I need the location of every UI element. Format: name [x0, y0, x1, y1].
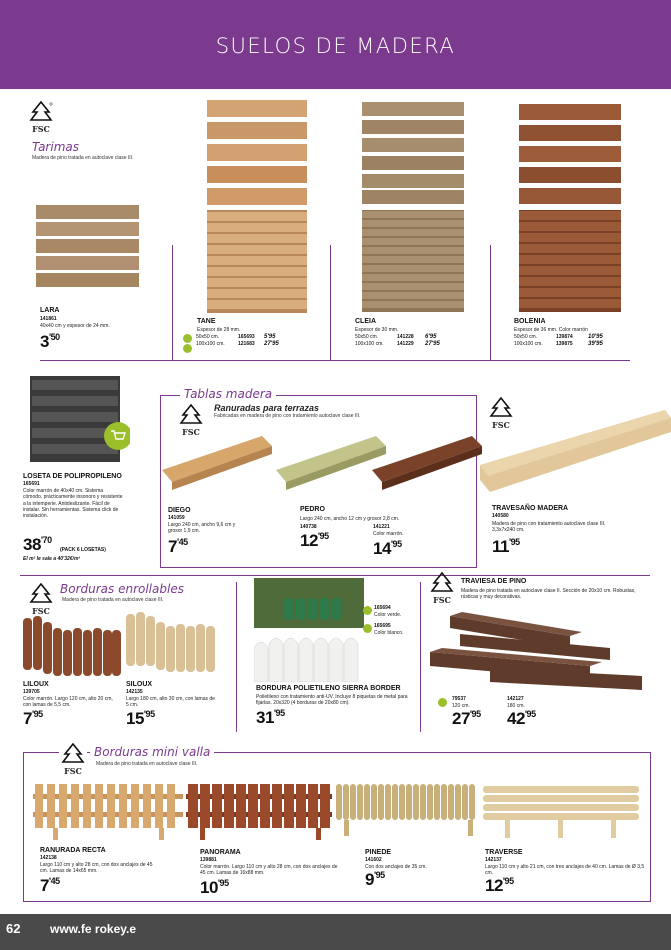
- loseta-pack: (PACK 6 LOSETAS): [60, 547, 106, 553]
- diego-ref: 141059: [168, 515, 185, 521]
- fsc-tree-icon: [27, 100, 55, 124]
- section-title-borduras: Borduras enrollables: [60, 582, 184, 596]
- travesano-ref: 140580: [492, 513, 509, 519]
- tablas-subtitle: Ranuradas para terrazas: [214, 403, 320, 413]
- tane-desc: Espesor de 28 mm.: [197, 327, 241, 333]
- fsc-tree-icon: [27, 582, 55, 606]
- traviesa-len2: 180 cm.: [507, 703, 525, 709]
- ranurada-desc: Largo 110 cm y alto 28 cm, con dos anclajes de 45 cm. Lamas de 14x65 mm.: [40, 862, 153, 875]
- leaf-icon: [183, 344, 192, 353]
- loseta-note: El m² le sale a 40'32€/m²: [23, 556, 81, 562]
- tane-small-image: [207, 100, 307, 205]
- fsc-label: FSC: [64, 766, 82, 776]
- panorama-desc: Color marrón. Largo 110 cm y alto 28 cm, con dos anclajes de 45 cm. Lamas de 16x88 mm.: [200, 864, 338, 877]
- traviesa-image: [430, 608, 642, 698]
- panorama-ref: 139881: [200, 857, 217, 863]
- siloux-price: $15^{'95}$: [126, 709, 155, 728]
- bordura-poli-color2: Color blanco.: [374, 630, 404, 636]
- tane-price-table: 50x50 cm. 165693 5'95 100x100 cm. 121683 27'95: [196, 334, 279, 347]
- siloux-name: SILOUX: [126, 681, 153, 688]
- bordura-poli-ref2: 165695: [374, 623, 391, 629]
- cleia-desc: Espesor de 30 mm.: [355, 327, 399, 333]
- siloux-image: [126, 612, 218, 677]
- pinede-price: $9^{'95}$: [365, 870, 385, 889]
- lara-image: [36, 205, 139, 289]
- bordura-poli-ref1: 165694: [374, 605, 391, 611]
- pedro-ref1: 140738: [300, 524, 317, 530]
- diego-price: $7^{'45}$: [168, 537, 188, 556]
- fsc-label: FSC: [433, 595, 451, 605]
- pinede-name: PINEDE: [365, 849, 392, 856]
- section-title-tarimas: Tarimas: [32, 140, 79, 154]
- panorama-price: $10^{'95}$: [200, 878, 229, 897]
- lara-name: LARA: [40, 307, 60, 314]
- footer-url-link[interactable]: www.fe rokey.e: [50, 922, 137, 936]
- bordura-poli-price: $31^{'95}$: [256, 708, 285, 727]
- loseta-price: $38^{'70}$: [23, 535, 52, 554]
- ranurada-ref: 142138: [40, 855, 57, 861]
- cleia-price-table: 50x50 cm. 141228 6'95 100x100 cm. 141229 27'95: [355, 334, 440, 347]
- traverse-ref: 142137: [485, 857, 502, 863]
- pedro-price1: $12^{'95}$: [300, 531, 329, 550]
- siloux-desc: Largo 180 cm, alto 30 cm, con lamas de 5 cm.: [126, 696, 215, 709]
- diego-desc: Largo 240 cm, ancho 9,6 cm y grosor 1,9 cm.: [168, 522, 236, 535]
- liloux-image: [23, 612, 121, 677]
- diego-name: DIEGO: [168, 507, 191, 514]
- tane-large-image: [207, 210, 307, 313]
- ranurada-image: [33, 780, 183, 840]
- section-subtitle-borduras: Madera de pino tratada en autoclave clase III.: [62, 597, 164, 603]
- loseta-name: LOSETA DE POLIPROPILENO: [23, 473, 122, 480]
- fsc-tree-icon: [59, 742, 87, 766]
- loseta-image: [30, 376, 130, 462]
- bordura-poli-desc: Polietileno con tratamiento anti-UV. Incluye 8 piquetas de metal para fijarlas. 20x320 (4 borduras de 20x80 cm).: [256, 694, 408, 707]
- pinede-ref: 141602: [365, 857, 382, 863]
- traviesa-ref2: 142127: [507, 696, 524, 702]
- bolenia-desc: Espesor de 36 mm. Color marrón: [514, 327, 588, 333]
- loseta-desc: Color marrón de 40x40 cm. Sistema cómodo, prácticamente insonoro y resistente a la intemperie. Antideslizante. Fácil de instalar. Sin herramientas. Sistema click de instalación.: [23, 488, 123, 520]
- siloux-ref: 142135: [126, 689, 143, 695]
- leaf-icon: [183, 334, 192, 343]
- traviesa-ref1: 79537: [452, 696, 466, 702]
- traverse-desc: Largo 110 cm y alto 21 cm, con tres anclajes de 40 cm. Lamas de Ø 3,5 cm.: [485, 864, 645, 877]
- liloux-desc: Color marrón. Largo 120 cm, alto 20 cm, con lamas de 5,5 cm.: [23, 696, 113, 709]
- travesano-desc: Madera de pino con tratamiento autoclave clase III. 3,3x7x240 cm.: [492, 521, 606, 534]
- section-title-tablas: Tablas madera: [180, 387, 276, 401]
- leaf-icon: [363, 606, 372, 615]
- panorama-image: [186, 780, 332, 840]
- pedro-desc: Largo 240 cm, ancho 12 cm y grosor 2,8 cm.: [300, 516, 400, 522]
- traviesa-price1: $27^{'95}$: [452, 709, 481, 728]
- panorama-name: PANORAMA: [200, 849, 241, 856]
- bolenia-name: BOLENIA: [514, 318, 546, 325]
- leaf-icon: [363, 624, 372, 633]
- liloux-ref: 139705: [23, 689, 40, 695]
- diego-image: [162, 432, 274, 502]
- cleia-small-image: [362, 102, 464, 204]
- bordura-poli-name: BORDURA POLIETILENO SIERRA BORDER: [256, 685, 401, 692]
- traviesa-len1: 120 cm.: [452, 703, 470, 709]
- page-title: SUELOS DE MADERA: [215, 34, 456, 58]
- traviesa-desc: Madera de pino tratada en autoclave clase II. Sección de 20x10 cm. Robustas, rústicas y muy decorativas.: [461, 588, 636, 601]
- traviesa-name: TRAVIESA DE PINO: [461, 578, 527, 585]
- loseta-ref: 165691: [23, 481, 40, 487]
- bolenia-large-image: [519, 210, 621, 312]
- traviesa-price2: $42^{'95}$: [507, 709, 536, 728]
- cleia-name: CLEIA: [355, 318, 376, 325]
- bordura-poli-color1: Color verde.: [374, 612, 402, 618]
- bolenia-small-image: [519, 104, 621, 204]
- liloux-price: $7^{'95}$: [23, 709, 43, 728]
- bolenia-price-table: 50x50 cm. 139874 10'95 100x100 cm. 139875 39'95: [514, 334, 603, 347]
- pinede-image: [336, 780, 480, 840]
- fsc-label: FSC: [32, 606, 50, 616]
- ranurada-price: $7^{'45}$: [40, 876, 60, 895]
- page-number: 62: [6, 921, 21, 936]
- fsc-label: FSC: [492, 420, 510, 430]
- traverse-name: TRAVERSE: [485, 849, 523, 856]
- fsc-logo: [27, 100, 55, 138]
- pinede-desc: Con dos anclajes de 35 cm.: [365, 864, 427, 870]
- pedro-price2: $14^{'95}$: [373, 539, 402, 558]
- section-subtitle-tarimas: Madera de pino tratada en autoclave clase III.: [32, 155, 134, 161]
- section-title-minivalla: Borduras mini valla: [90, 745, 214, 759]
- lara-price: $3^{'50}$: [40, 332, 60, 351]
- pedro-color2: Color marrón.: [373, 531, 404, 537]
- traverse-price: $12^{'95}$: [485, 876, 514, 895]
- cleia-large-image: [362, 210, 464, 312]
- fsc-tree-icon: [428, 571, 456, 595]
- pedro-ref2: 141221: [373, 524, 390, 530]
- liloux-name: LILOUX: [23, 681, 49, 688]
- travesano-price: $11^{'95}$: [492, 537, 520, 556]
- ranurada-name: RANURADA RECTA: [40, 847, 106, 854]
- travesano-image: [480, 410, 671, 500]
- tablas-subtitle2: Fabricadas en madera de pino con tratamiento autoclave clase III.: [214, 413, 361, 419]
- section-subtitle-minivalla: Madera de pino tratada en autoclave clase III.: [96, 761, 198, 767]
- traverse-image: [483, 780, 639, 840]
- fsc-label: FSC: [32, 124, 50, 134]
- pedro-brown-image: [372, 432, 484, 502]
- fsc-tree-icon: [177, 403, 205, 427]
- leaf-icon: [438, 698, 447, 707]
- lara-desc: 40x40 cm y espesor de 24 mm.: [40, 323, 110, 329]
- fsc-logo: [428, 571, 456, 609]
- fsc-label: FSC: [182, 427, 200, 437]
- tane-name: TANE: [197, 318, 216, 325]
- lara-ref: 141861: [40, 316, 57, 322]
- pedro-name: PEDRO: [300, 506, 325, 513]
- fsc-logo: [59, 742, 87, 780]
- bordura-poli-image: [254, 578, 366, 682]
- travesano-name: TRAVESAÑO MADERA: [492, 505, 569, 512]
